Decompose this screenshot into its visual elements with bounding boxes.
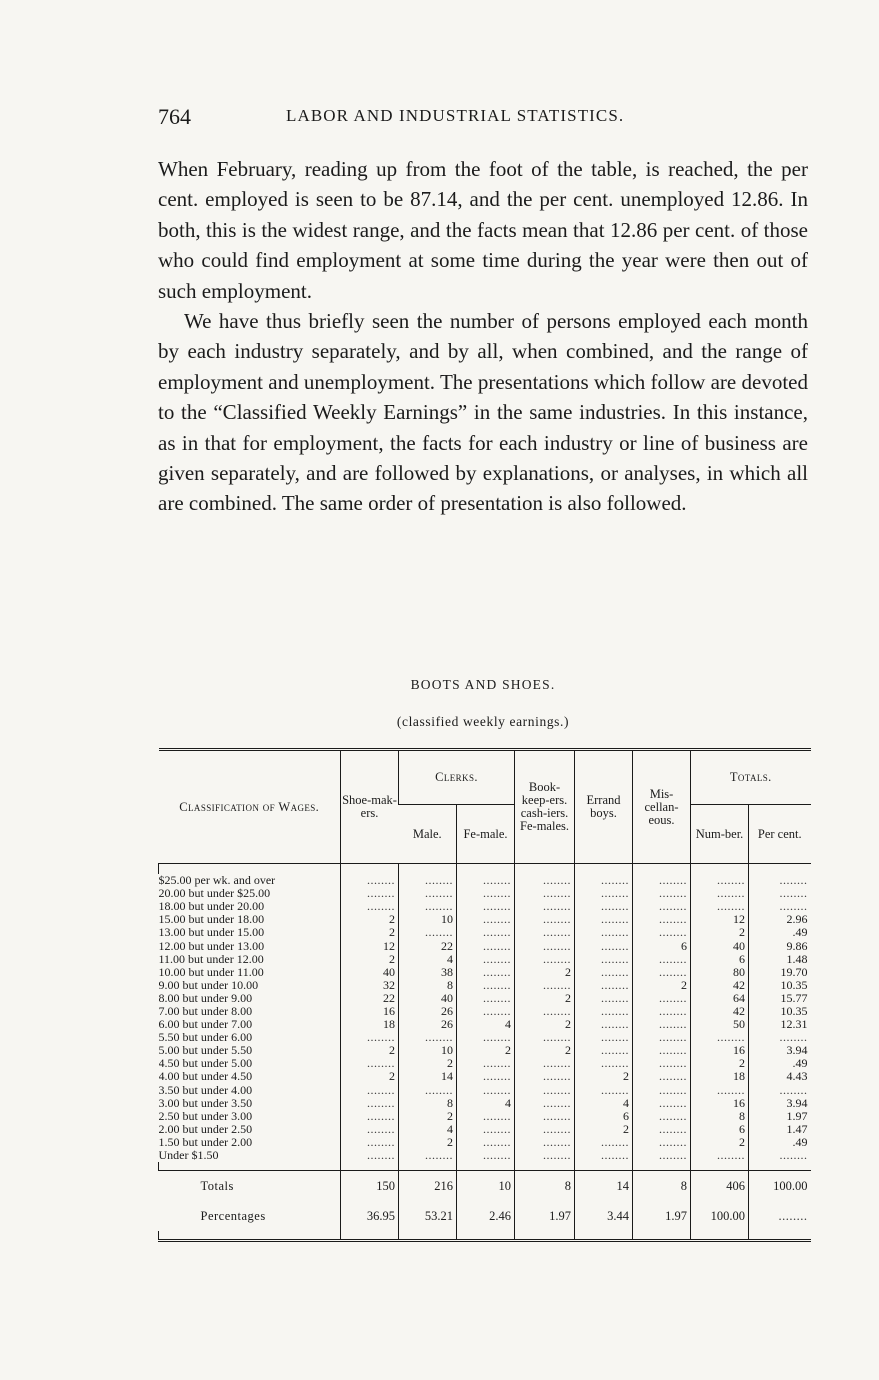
- cell-shoemakers: ........: [341, 1031, 399, 1044]
- cell-miscellaneous: ........: [633, 1097, 691, 1110]
- cell-errand-boys: ........: [575, 1044, 633, 1057]
- cell-totals-number: 40: [691, 939, 749, 952]
- cell-clerks-male: ........: [399, 926, 457, 939]
- wage-class-label: 1.50 but under 2.00: [158, 1135, 253, 1149]
- cell-totals-percent: 10.35: [749, 1005, 811, 1018]
- cell-shoemakers: ........: [341, 1084, 399, 1097]
- cell-miscellaneous: 8: [633, 1171, 691, 1202]
- blank-cell: [633, 864, 691, 875]
- cell-bookkeepers: ........: [515, 1110, 575, 1123]
- cell-totals-percent: 2.96: [749, 913, 811, 926]
- paragraph-1: When February, reading up from the foot of the table, is reached, the per cent. employed is seen to be 87.14, and the per cent. unemployed 12.86. In both, this is the widest range, and the facts mean that 12.86 per cent. of those who could find employment at some time during the year were then out of such employment.: [158, 157, 808, 303]
- cell-bookkeepers: ........: [515, 1070, 575, 1083]
- cell-clerks-female: ........: [457, 1123, 515, 1136]
- blank-cell: [575, 1231, 633, 1241]
- blank-cell: [341, 1231, 399, 1241]
- cell-clerks-female: ........: [457, 1057, 515, 1070]
- cell-shoemakers: 2: [341, 926, 399, 939]
- cell-miscellaneous: ........: [633, 1136, 691, 1149]
- blank-cell: [633, 1231, 691, 1241]
- cell-miscellaneous: ........: [633, 1057, 691, 1070]
- cell-bookkeepers: ........: [515, 926, 575, 939]
- blank-cell: [341, 1162, 399, 1171]
- table-row: [159, 887, 811, 900]
- cell-totals-percent: .49: [749, 1136, 811, 1149]
- cell-clerks-male: 8: [399, 1097, 457, 1110]
- table-row: [159, 1018, 811, 1031]
- table-row: [159, 1070, 811, 1083]
- cell-bookkeepers: ........: [515, 887, 575, 900]
- cell-errand-boys: 3.44: [575, 1201, 633, 1231]
- cell-miscellaneous: ........: [633, 1070, 691, 1083]
- cell-errand-boys: 14: [575, 1171, 633, 1202]
- cell-clerks-male: 10: [399, 1044, 457, 1057]
- page-header: [158, 104, 808, 134]
- cell-clerks-female: ........: [457, 1070, 515, 1083]
- wage-class-label: 6.00 but under 7.00: [158, 1018, 253, 1032]
- cell-shoemakers: ........: [341, 1149, 399, 1162]
- wage-class-label: 5.00 but under 5.50: [158, 1044, 253, 1058]
- wage-class-label: 9.00 but under 10.00: [158, 978, 259, 992]
- cell-totals-percent: ........: [749, 1084, 811, 1097]
- table-row: [159, 1149, 811, 1162]
- cell-clerks-male: ........: [399, 1149, 457, 1162]
- blank-cell: [515, 864, 575, 875]
- cell-clerks-female: 10: [457, 1171, 515, 1202]
- cell-totals-number: ........: [691, 900, 749, 913]
- cell-bookkeepers: ........: [515, 1031, 575, 1044]
- cell-totals-number: 80: [691, 966, 749, 979]
- table-row: [159, 1123, 811, 1136]
- table-row: [159, 939, 811, 952]
- cell-clerks-male: ........: [399, 887, 457, 900]
- cell-miscellaneous: ........: [633, 1110, 691, 1123]
- blank-cell: [159, 1231, 341, 1241]
- table-row: [159, 953, 811, 966]
- header-miscellaneous: Mis-cellan-eous.: [633, 750, 691, 864]
- cell-clerks-female: ........: [457, 1031, 515, 1044]
- separator-row: [159, 1162, 811, 1171]
- cell-totals-percent: 1.48: [749, 953, 811, 966]
- blank-cell: [457, 1162, 515, 1171]
- table-row: [159, 874, 811, 887]
- cell-clerks-female: ........: [457, 953, 515, 966]
- header-bookkeepers: Book-keep-ers. cash-iers. Fe-males.: [515, 750, 575, 864]
- cell-totals-number: 50: [691, 1018, 749, 1031]
- cell-clerks-female: 4: [457, 1097, 515, 1110]
- wage-class-label: Percentages: [200, 1208, 266, 1223]
- table-row: [159, 966, 811, 979]
- cell-totals-percent: ........: [749, 1031, 811, 1044]
- blank-cell: [515, 1231, 575, 1241]
- table-row: [159, 1110, 811, 1123]
- cell-clerks-male: 4: [399, 1123, 457, 1136]
- table-row: [159, 1005, 811, 1018]
- cell-totals-percent: 4.43: [749, 1070, 811, 1083]
- cell-totals-number: 16: [691, 1097, 749, 1110]
- cell-totals-number: ........: [691, 1149, 749, 1162]
- cell-miscellaneous: ........: [633, 887, 691, 900]
- cell-miscellaneous: ........: [633, 900, 691, 913]
- cell-miscellaneous: ........: [633, 1018, 691, 1031]
- cell-clerks-female: ........: [457, 900, 515, 913]
- cell-clerks-female: 2: [457, 1044, 515, 1057]
- cell-bookkeepers: ........: [515, 1057, 575, 1070]
- cell-clerks-female: ........: [457, 874, 515, 887]
- table-body: [159, 864, 811, 1241]
- cell-clerks-male: ........: [399, 874, 457, 887]
- cell-totals-percent: 19.70: [749, 966, 811, 979]
- cell-bookkeepers: ........: [515, 1136, 575, 1149]
- cell-totals-number: 2: [691, 1057, 749, 1070]
- cell-errand-boys: ........: [575, 900, 633, 913]
- page-number: 764: [158, 104, 191, 129]
- blank-cell: [691, 1231, 749, 1241]
- cell-clerks-male: 38: [399, 966, 457, 979]
- cell-clerks-female: ........: [457, 1005, 515, 1018]
- cell-shoemakers: 2: [341, 1044, 399, 1057]
- cell-clerks-male: 8: [399, 979, 457, 992]
- cell-clerks-male: ........: [399, 900, 457, 913]
- cell-shoemakers: 16: [341, 1005, 399, 1018]
- cell-totals-percent: 1.97: [749, 1110, 811, 1123]
- cell-clerks-female: ........: [457, 939, 515, 952]
- cell-bookkeepers: ........: [515, 939, 575, 952]
- cell-totals-number: 2: [691, 926, 749, 939]
- cell-shoemakers: 22: [341, 992, 399, 1005]
- header-clerks: Clerks.: [399, 750, 515, 805]
- cell-totals-number: 64: [691, 992, 749, 1005]
- cell-clerks-female: ........: [457, 926, 515, 939]
- wage-class-label: 8.00 but under 9.00: [158, 991, 253, 1005]
- cell-bookkeepers: 1.97: [515, 1201, 575, 1231]
- wage-class-label: Totals: [200, 1178, 234, 1193]
- cell-totals-number: 12: [691, 913, 749, 926]
- cell-shoemakers: ........: [341, 1057, 399, 1070]
- cell-totals-percent: ........: [749, 874, 811, 887]
- cell-bookkeepers: ........: [515, 1084, 575, 1097]
- blank-cell: [457, 1231, 515, 1241]
- wage-class-label: 10.00 but under 11.00: [158, 965, 264, 979]
- cell-shoemakers: 2: [341, 913, 399, 926]
- cell-totals-number: ........: [691, 874, 749, 887]
- wage-class-label: 2.00 but under 2.50: [158, 1122, 253, 1136]
- cell-miscellaneous: 2: [633, 979, 691, 992]
- cell-shoemakers: 2: [341, 953, 399, 966]
- cell-clerks-female: ........: [457, 966, 515, 979]
- cell-shoemakers: 12: [341, 939, 399, 952]
- blank-cell: [399, 864, 457, 875]
- blank-cell: [159, 864, 341, 875]
- cell-totals-percent: .49: [749, 926, 811, 939]
- cell-shoemakers: ........: [341, 874, 399, 887]
- cell-totals-percent: 3.94: [749, 1044, 811, 1057]
- cell-totals-number: 6: [691, 953, 749, 966]
- cell-clerks-male: 53.21: [399, 1201, 457, 1231]
- cell-totals-number: 100.00: [691, 1201, 749, 1231]
- cell-shoemakers: 32: [341, 979, 399, 992]
- cell-errand-boys: ........: [575, 926, 633, 939]
- body-text: [158, 154, 808, 519]
- cell-totals-percent: ........: [749, 1149, 811, 1162]
- blank-cell: [691, 1162, 749, 1171]
- cell-clerks-male: 26: [399, 1018, 457, 1031]
- bottom-pad-row: [159, 1231, 811, 1241]
- cell-totals-number: 406: [691, 1171, 749, 1202]
- wage-class-label: 12.00 but under 13.00: [158, 939, 265, 953]
- blank-cell: [749, 1231, 811, 1241]
- wage-class-label: 2.50 but under 3.00: [158, 1109, 253, 1123]
- cell-shoemakers: 2: [341, 1070, 399, 1083]
- wage-class-label: 4.50 but under 5.00: [158, 1057, 253, 1071]
- wage-table: [158, 748, 811, 1242]
- cell-errand-boys: ........: [575, 874, 633, 887]
- cell-bookkeepers: 2: [515, 992, 575, 1005]
- cell-clerks-male: 40: [399, 992, 457, 1005]
- wage-class-label: 20.00 but under $25.00: [158, 887, 271, 901]
- cell-totals-percent: 1.47: [749, 1123, 811, 1136]
- cell-totals-percent: ........: [749, 900, 811, 913]
- header-shoemakers: Shoe-mak-ers.: [341, 750, 399, 864]
- cell-bookkeepers: 2: [515, 1044, 575, 1057]
- cell-clerks-female: 2.46: [457, 1201, 515, 1231]
- cell-totals-number: ........: [691, 887, 749, 900]
- cell-clerks-male: 10: [399, 913, 457, 926]
- cell-errand-boys: ........: [575, 992, 633, 1005]
- cell-clerks-female: ........: [457, 992, 515, 1005]
- wage-class-label: 18.00 but under 20.00: [158, 900, 265, 914]
- cell-miscellaneous: ........: [633, 1123, 691, 1136]
- blank-cell: [515, 1162, 575, 1171]
- cell-miscellaneous: 1.97: [633, 1201, 691, 1231]
- cell-clerks-male: 2: [399, 1057, 457, 1070]
- table-row: [159, 1057, 811, 1070]
- header-totals: Totals.: [691, 750, 811, 805]
- table-row: [159, 900, 811, 913]
- cell-bookkeepers: ........: [515, 874, 575, 887]
- cell-miscellaneous: ........: [633, 1084, 691, 1097]
- cell-errand-boys: ........: [575, 939, 633, 952]
- cell-totals-percent: 3.94: [749, 1097, 811, 1110]
- cell-shoemakers: ........: [341, 887, 399, 900]
- cell-errand-boys: ........: [575, 1149, 633, 1162]
- cell-totals-percent: .49: [749, 1057, 811, 1070]
- cell-bookkeepers: 2: [515, 1018, 575, 1031]
- cell-clerks-female: ........: [457, 1084, 515, 1097]
- cell-errand-boys: 2: [575, 1123, 633, 1136]
- cell-clerks-female: ........: [457, 1149, 515, 1162]
- table-row: [159, 1031, 811, 1044]
- table-row: [159, 1097, 811, 1110]
- cell-shoemakers: ........: [341, 1123, 399, 1136]
- cell-errand-boys: ........: [575, 1136, 633, 1149]
- table-subtitle: (classified weekly earnings.): [396, 714, 570, 729]
- blank-cell: [749, 1162, 811, 1171]
- cell-clerks-male: 2: [399, 1110, 457, 1123]
- cell-clerks-male: ........: [399, 1084, 457, 1097]
- cell-bookkeepers: ........: [515, 979, 575, 992]
- header-classification: Classification of Wages.: [159, 750, 341, 864]
- wage-class-label: 3.00 but under 3.50: [158, 1096, 253, 1110]
- header-totals-number: Num-ber.: [691, 805, 749, 864]
- paragraph-2: We have thus briefly seen the number of persons employed each month by each industry separately, and by all, when combined, and the range of employment and unemployment. The presentations which follow are devoted to the “Classified Weekly Earnings” in the same industries. In this instance, as in that for employment, the facts for each industry or line of business are given separately, and are followed by explanations, or analyses, in which all are combined. The same order of presentation is also followed.: [158, 309, 808, 516]
- cell-errand-boys: ........: [575, 953, 633, 966]
- wage-class-label: 7.00 but under 8.00: [158, 1004, 253, 1018]
- cell-shoemakers: 18: [341, 1018, 399, 1031]
- cell-errand-boys: 4: [575, 1097, 633, 1110]
- cell-errand-boys: ........: [575, 979, 633, 992]
- header-clerks-female: Fe-male.: [457, 805, 515, 864]
- wage-class-label: 13.00 but under 15.00: [158, 926, 265, 940]
- cell-shoemakers: 36.95: [341, 1201, 399, 1231]
- blank-cell: [575, 864, 633, 875]
- cell-bookkeepers: ........: [515, 1005, 575, 1018]
- cell-shoemakers: ........: [341, 1136, 399, 1149]
- cell-shoemakers: ........: [341, 1110, 399, 1123]
- cell-miscellaneous: 6: [633, 939, 691, 952]
- cell-clerks-male: 26: [399, 1005, 457, 1018]
- cell-errand-boys: ........: [575, 1057, 633, 1070]
- cell-miscellaneous: ........: [633, 953, 691, 966]
- spacer-row: [159, 864, 811, 875]
- blank-cell: [575, 1162, 633, 1171]
- cell-bookkeepers: ........: [515, 953, 575, 966]
- cell-bookkeepers: 8: [515, 1171, 575, 1202]
- cell-bookkeepers: ........: [515, 913, 575, 926]
- cell-totals-number: 2: [691, 1136, 749, 1149]
- cell-bookkeepers: ........: [515, 1149, 575, 1162]
- cell-errand-boys: ........: [575, 1084, 633, 1097]
- cell-totals-number: 42: [691, 979, 749, 992]
- table-row: [159, 913, 811, 926]
- cell-errand-boys: ........: [575, 887, 633, 900]
- cell-totals-number: ........: [691, 1084, 749, 1097]
- cell-errand-boys: 6: [575, 1110, 633, 1123]
- cell-shoemakers: 150: [341, 1171, 399, 1202]
- cell-clerks-female: ........: [457, 1110, 515, 1123]
- cell-errand-boys: ........: [575, 1031, 633, 1044]
- cell-clerks-female: ........: [457, 913, 515, 926]
- totals-row: [159, 1171, 811, 1202]
- wage-class-label: 4.00 but under 4.50: [158, 1070, 253, 1084]
- cell-miscellaneous: ........: [633, 966, 691, 979]
- blank-cell: [749, 864, 811, 875]
- cell-miscellaneous: ........: [633, 913, 691, 926]
- table-row: [159, 926, 811, 939]
- wage-class-label: Under $1.50: [158, 1148, 219, 1163]
- cell-miscellaneous: ........: [633, 1149, 691, 1162]
- cell-totals-percent: 9.86: [749, 939, 811, 952]
- cell-shoemakers: ........: [341, 900, 399, 913]
- cell-totals-percent: 15.77: [749, 992, 811, 1005]
- cell-totals-percent: 10.35: [749, 979, 811, 992]
- blank-cell: [399, 1162, 457, 1171]
- wage-class-label: 3.50 but under 4.00: [158, 1083, 253, 1097]
- table-row: [159, 1136, 811, 1149]
- cell-totals-percent: 12.31: [749, 1018, 811, 1031]
- blank-cell: [691, 864, 749, 875]
- cell-miscellaneous: ........: [633, 1031, 691, 1044]
- cell-miscellaneous: ........: [633, 1005, 691, 1018]
- cell-miscellaneous: ........: [633, 1044, 691, 1057]
- cell-errand-boys: ........: [575, 1005, 633, 1018]
- cell-bookkeepers: ........: [515, 1097, 575, 1110]
- cell-totals-percent: ........: [749, 887, 811, 900]
- table-row: [159, 1084, 811, 1097]
- table-row: [159, 992, 811, 1005]
- cell-bookkeepers: ........: [515, 1123, 575, 1136]
- wage-class-label: $25.00 per wk. and over: [158, 874, 276, 888]
- cell-errand-boys: 2: [575, 1070, 633, 1083]
- cell-errand-boys: ........: [575, 966, 633, 979]
- table-row: [159, 1044, 811, 1057]
- cell-totals-number: ........: [691, 1031, 749, 1044]
- cell-clerks-female: ........: [457, 887, 515, 900]
- cell-bookkeepers: 2: [515, 966, 575, 979]
- cell-miscellaneous: ........: [633, 926, 691, 939]
- cell-clerks-male: ........: [399, 1031, 457, 1044]
- blank-cell: [159, 1162, 341, 1171]
- percentages-row: [159, 1201, 811, 1231]
- cell-errand-boys: ........: [575, 1018, 633, 1031]
- cell-clerks-male: 2: [399, 1136, 457, 1149]
- blank-cell: [633, 1162, 691, 1171]
- running-title: LABOR AND INDUSTRIAL STATISTICS.: [286, 106, 625, 125]
- blank-cell: [399, 1231, 457, 1241]
- cell-totals-number: 8: [691, 1110, 749, 1123]
- cell-totals-percent: ........: [749, 1201, 811, 1231]
- table-row: [159, 979, 811, 992]
- cell-totals-number: 16: [691, 1044, 749, 1057]
- cell-clerks-female: ........: [457, 979, 515, 992]
- cell-bookkeepers: ........: [515, 900, 575, 913]
- table-title: BOOTS AND SHOES.: [410, 677, 556, 692]
- cell-errand-boys: ........: [575, 913, 633, 926]
- cell-clerks-male: 216: [399, 1171, 457, 1202]
- cell-clerks-male: 14: [399, 1070, 457, 1083]
- blank-cell: [457, 864, 515, 875]
- header-totals-percent: Per cent.: [749, 805, 811, 864]
- wage-class-label: 15.00 but under 18.00: [158, 913, 265, 927]
- cell-totals-number: 42: [691, 1005, 749, 1018]
- cell-clerks-male: 22: [399, 939, 457, 952]
- cell-clerks-female: ........: [457, 1136, 515, 1149]
- header-clerks-male: Male.: [399, 805, 457, 864]
- header-errand-boys: Errand boys.: [575, 750, 633, 864]
- cell-shoemakers: 40: [341, 966, 399, 979]
- wage-class-label: 11.00 but under 12.00: [158, 952, 264, 966]
- blank-cell: [341, 864, 399, 875]
- cell-totals-percent: 100.00: [749, 1171, 811, 1202]
- cell-totals-number: 18: [691, 1070, 749, 1083]
- cell-miscellaneous: ........: [633, 992, 691, 1005]
- cell-miscellaneous: ........: [633, 874, 691, 887]
- cell-clerks-male: 4: [399, 953, 457, 966]
- cell-shoemakers: ........: [341, 1097, 399, 1110]
- cell-totals-number: 6: [691, 1123, 749, 1136]
- cell-clerks-female: 4: [457, 1018, 515, 1031]
- wage-class-label: 5.50 but under 6.00: [158, 1031, 253, 1045]
